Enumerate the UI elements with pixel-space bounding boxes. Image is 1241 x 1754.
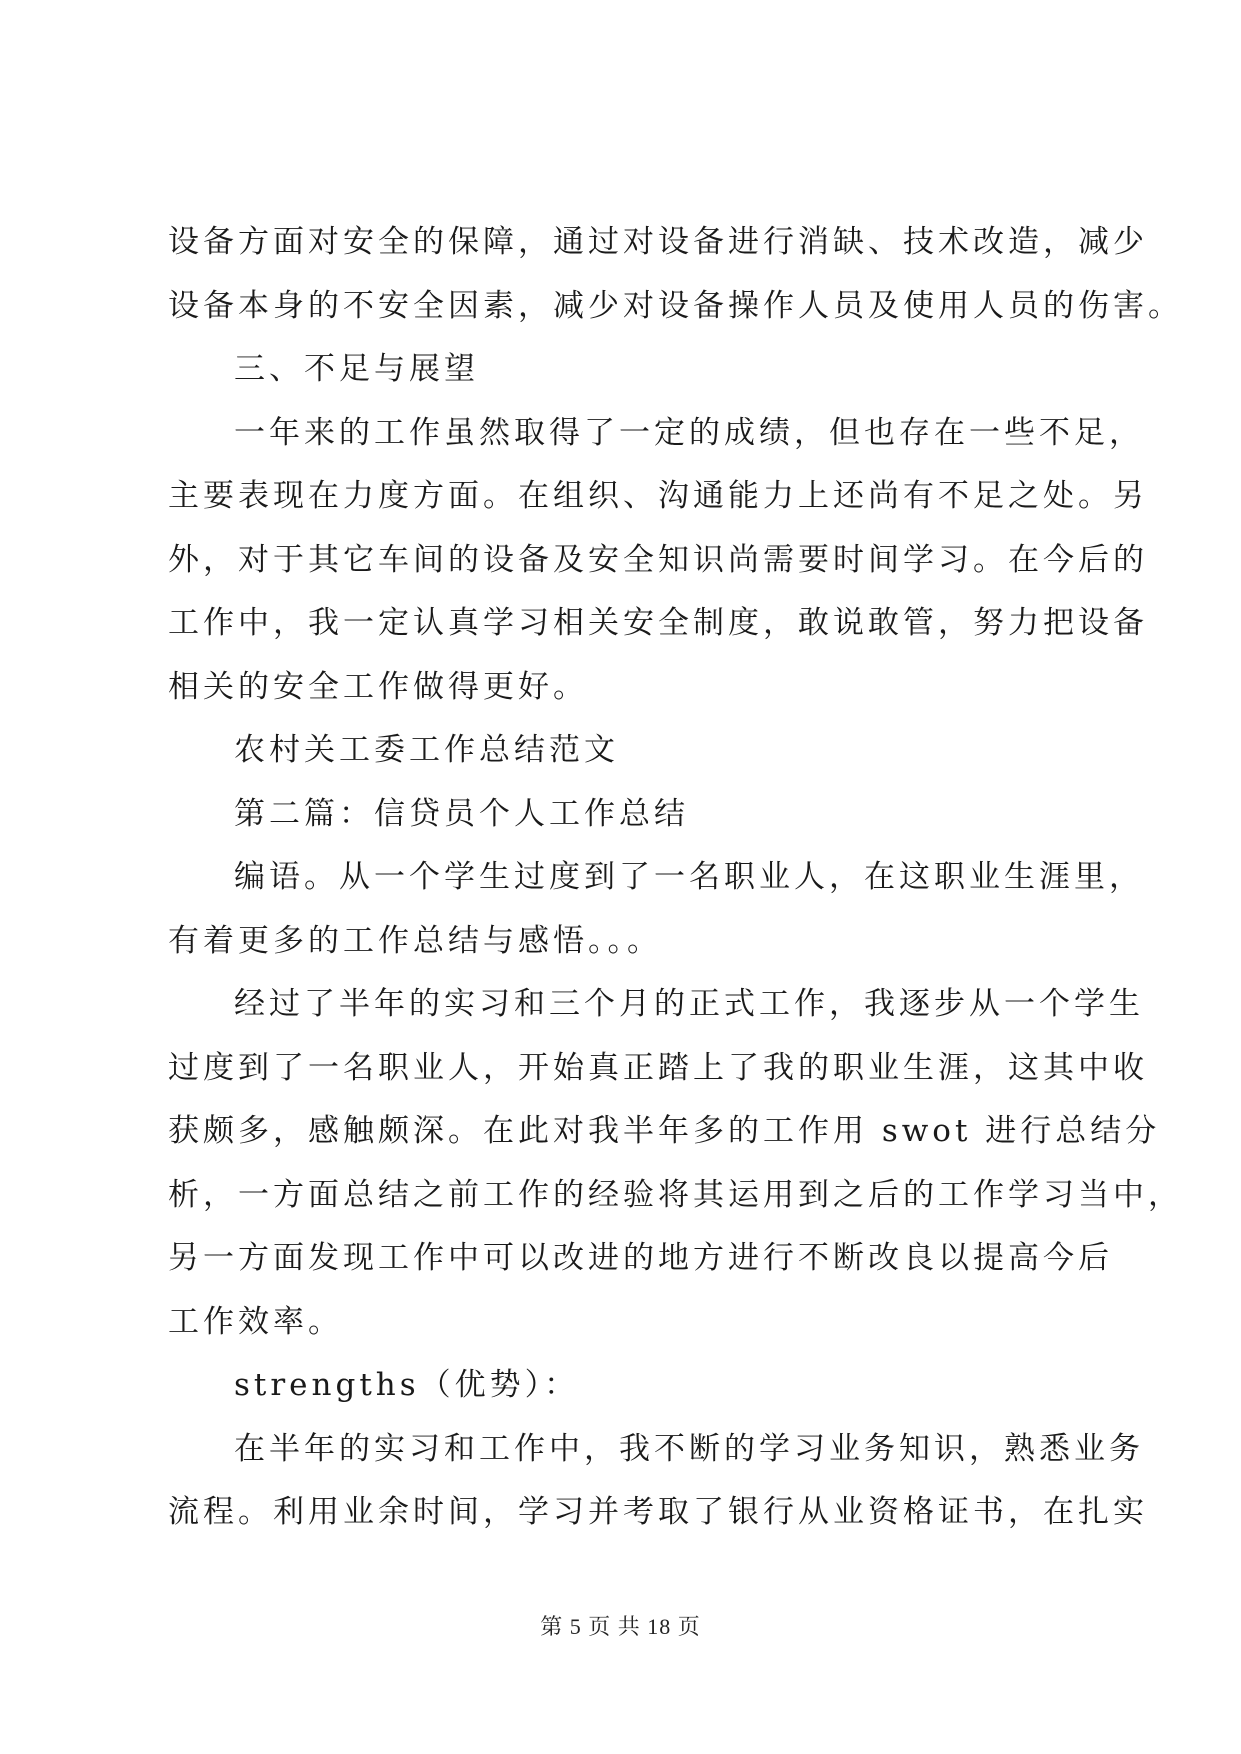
- text-line: 工作效率。: [168, 1303, 343, 1340]
- text-line: 获颇多，感触颇深。在此对我半年多的工作用 swot 进行总结分: [168, 1113, 1161, 1149]
- article-title: 农村关工委工作总结范文: [234, 732, 619, 768]
- document-body: [168, 222, 1183, 1556]
- text-line: 主要表现在力度方面。在组织、沟通能力上还尚有不足之处。另: [168, 478, 1148, 514]
- text-line: 流程。利用业余时间，学习并考取了银行从业资格证书，在扎实: [168, 1494, 1148, 1530]
- text-line: 设备方面对安全的保障，通过对设备进行消缺、技术改造，减少: [168, 224, 1148, 260]
- text-line: 设备本身的不安全因素，减少对设备操作人员及使用人员的伤害。: [168, 287, 1183, 324]
- subsection-heading: strengths（优势）：: [234, 1367, 580, 1403]
- text-line: 有着更多的工作总结与感悟。。。: [168, 922, 662, 959]
- text-line: 析，一方面总结之前工作的经验将其运用到之后的工作学习当中，: [168, 1176, 1183, 1213]
- text-line: 另一方面发现工作中可以改进的地方进行不断改良以提高今后: [168, 1240, 1113, 1276]
- text-line: 一年来的工作虽然取得了一定的成绩，但也存在一些不足，: [234, 414, 1144, 451]
- text-line: 工作中，我一定认真学习相关安全制度，敢说敢管，努力把设备: [168, 605, 1148, 641]
- text-line: 在半年的实习和工作中，我不断的学习业务知识，熟悉业务: [234, 1430, 1144, 1467]
- section-heading: 三、不足与展望: [234, 351, 479, 387]
- page-number-footer: 第 5 页 共 18 页: [540, 1614, 701, 1639]
- text-line: 过度到了一名职业人，开始真正踏上了我的职业生涯，这其中收: [168, 1049, 1148, 1086]
- chapter-heading: 第二篇：信贷员个人工作总结: [234, 795, 689, 832]
- text-line: 经过了半年的实习和三个月的正式工作，我逐步从一个学生: [234, 986, 1144, 1022]
- text-line: 相关的安全工作做得更好。: [168, 668, 588, 705]
- text-line: 外，对于其它车间的设备及安全知识尚需要时间学习。在今后的: [168, 541, 1148, 578]
- text-line: 编语。从一个学生过度到了一名职业人，在这职业生涯里，: [234, 859, 1144, 895]
